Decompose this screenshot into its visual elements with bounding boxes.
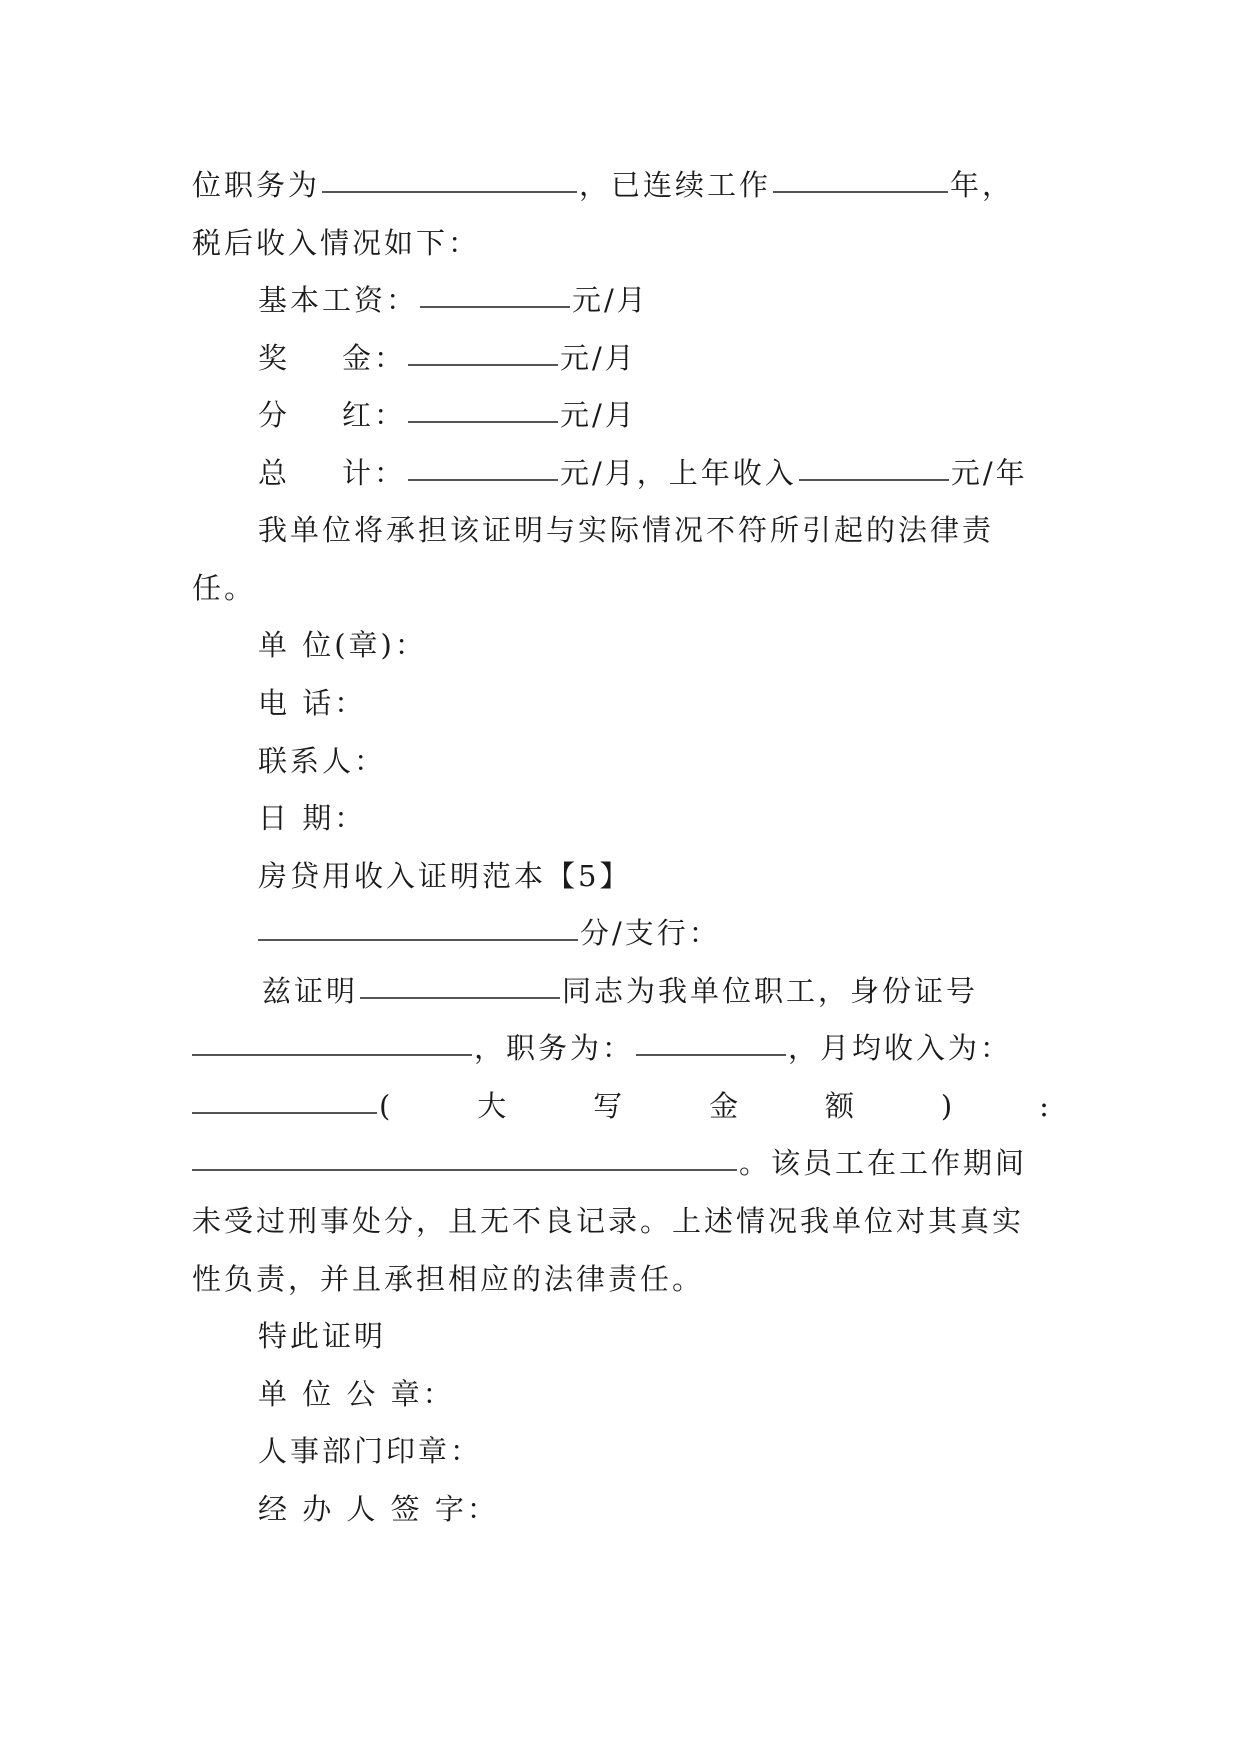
- fill-blank: [799, 479, 949, 481]
- text: (: [379, 1089, 394, 1123]
- text-line: [258, 275, 1052, 325]
- text: 计：: [342, 456, 407, 490]
- text-line: [192, 1138, 1052, 1188]
- text: 奖: [258, 341, 291, 375]
- text: 元/月: [560, 341, 637, 375]
- text-line: 单 位 公 章：: [258, 1377, 455, 1411]
- text: 金: [709, 1089, 742, 1123]
- text-line: 任。: [192, 571, 257, 605]
- text: [192, 1081, 393, 1131]
- fill-blank: [773, 191, 948, 193]
- text-line: [258, 966, 1052, 1016]
- fill-blank: [322, 191, 577, 193]
- text-line: [258, 390, 1052, 440]
- text-line: [192, 1023, 1052, 1073]
- text-line: 联系人：: [258, 744, 387, 778]
- fill-blank: [408, 421, 558, 423]
- text-line: 电 话：: [258, 686, 367, 720]
- fill-blank: [408, 364, 558, 366]
- text: 基本工资：: [258, 283, 419, 317]
- text: ，已连续工作: [579, 168, 772, 202]
- text-line: [258, 448, 1052, 498]
- text: ): [940, 1089, 956, 1123]
- fill-blank: [360, 997, 560, 999]
- text-line: 性负责，并且承担相应的法律责任。: [192, 1262, 705, 1296]
- text: 元/月，上年收入: [560, 456, 797, 490]
- text: 红：: [342, 398, 407, 432]
- text-line: [258, 333, 1052, 383]
- text: ，职务为：: [474, 1031, 635, 1065]
- text-line: [258, 908, 1052, 958]
- text: :: [1039, 1089, 1052, 1123]
- fill-blank: [192, 1054, 472, 1056]
- text: 元/月: [560, 398, 637, 432]
- text-line: 人事部门印章：: [258, 1434, 483, 1468]
- fill-blank: [258, 939, 578, 941]
- fill-blank: [192, 1112, 377, 1114]
- text-line: 未受过刑事处分，且无不良记录。上述情况我单位对其真实: [192, 1204, 1025, 1238]
- fill-blank: [636, 1054, 786, 1056]
- text: 。该员工在工作期间: [739, 1146, 1028, 1180]
- text-line: 我单位将承担该证明与实际情况不符所引起的法律责: [258, 513, 995, 547]
- text: 写: [593, 1089, 626, 1123]
- text: 分/支行：: [580, 916, 721, 950]
- text: 同志为我单位职工，身份证号: [562, 974, 979, 1008]
- text-line: 日 期：: [258, 801, 367, 835]
- text-line: [192, 160, 1052, 210]
- text-line: [192, 1081, 1052, 1131]
- text: 分: [258, 398, 291, 432]
- text: ，月均收入为：: [788, 1031, 1013, 1065]
- fill-blank: [408, 479, 558, 481]
- text: 元/年: [950, 456, 1028, 490]
- text-line: 经 办 人 签 字：: [258, 1492, 499, 1526]
- text: 金：: [342, 341, 407, 375]
- text-line: 单 位(章)：: [258, 628, 427, 662]
- text: 总: [258, 456, 291, 490]
- text: 大: [477, 1089, 510, 1123]
- text: 位职务为: [192, 168, 321, 202]
- text: 年，: [950, 168, 1015, 202]
- text: 额: [825, 1089, 858, 1123]
- text: 元/月: [572, 283, 649, 317]
- fill-blank: [420, 306, 570, 308]
- text: 兹证明: [262, 974, 359, 1008]
- text-line: 特此证明: [258, 1319, 387, 1353]
- text-line: 税后收入情况如下：: [192, 226, 481, 260]
- section-title: 房贷用收入证明范本【5】: [258, 859, 632, 893]
- fill-blank: [192, 1169, 737, 1171]
